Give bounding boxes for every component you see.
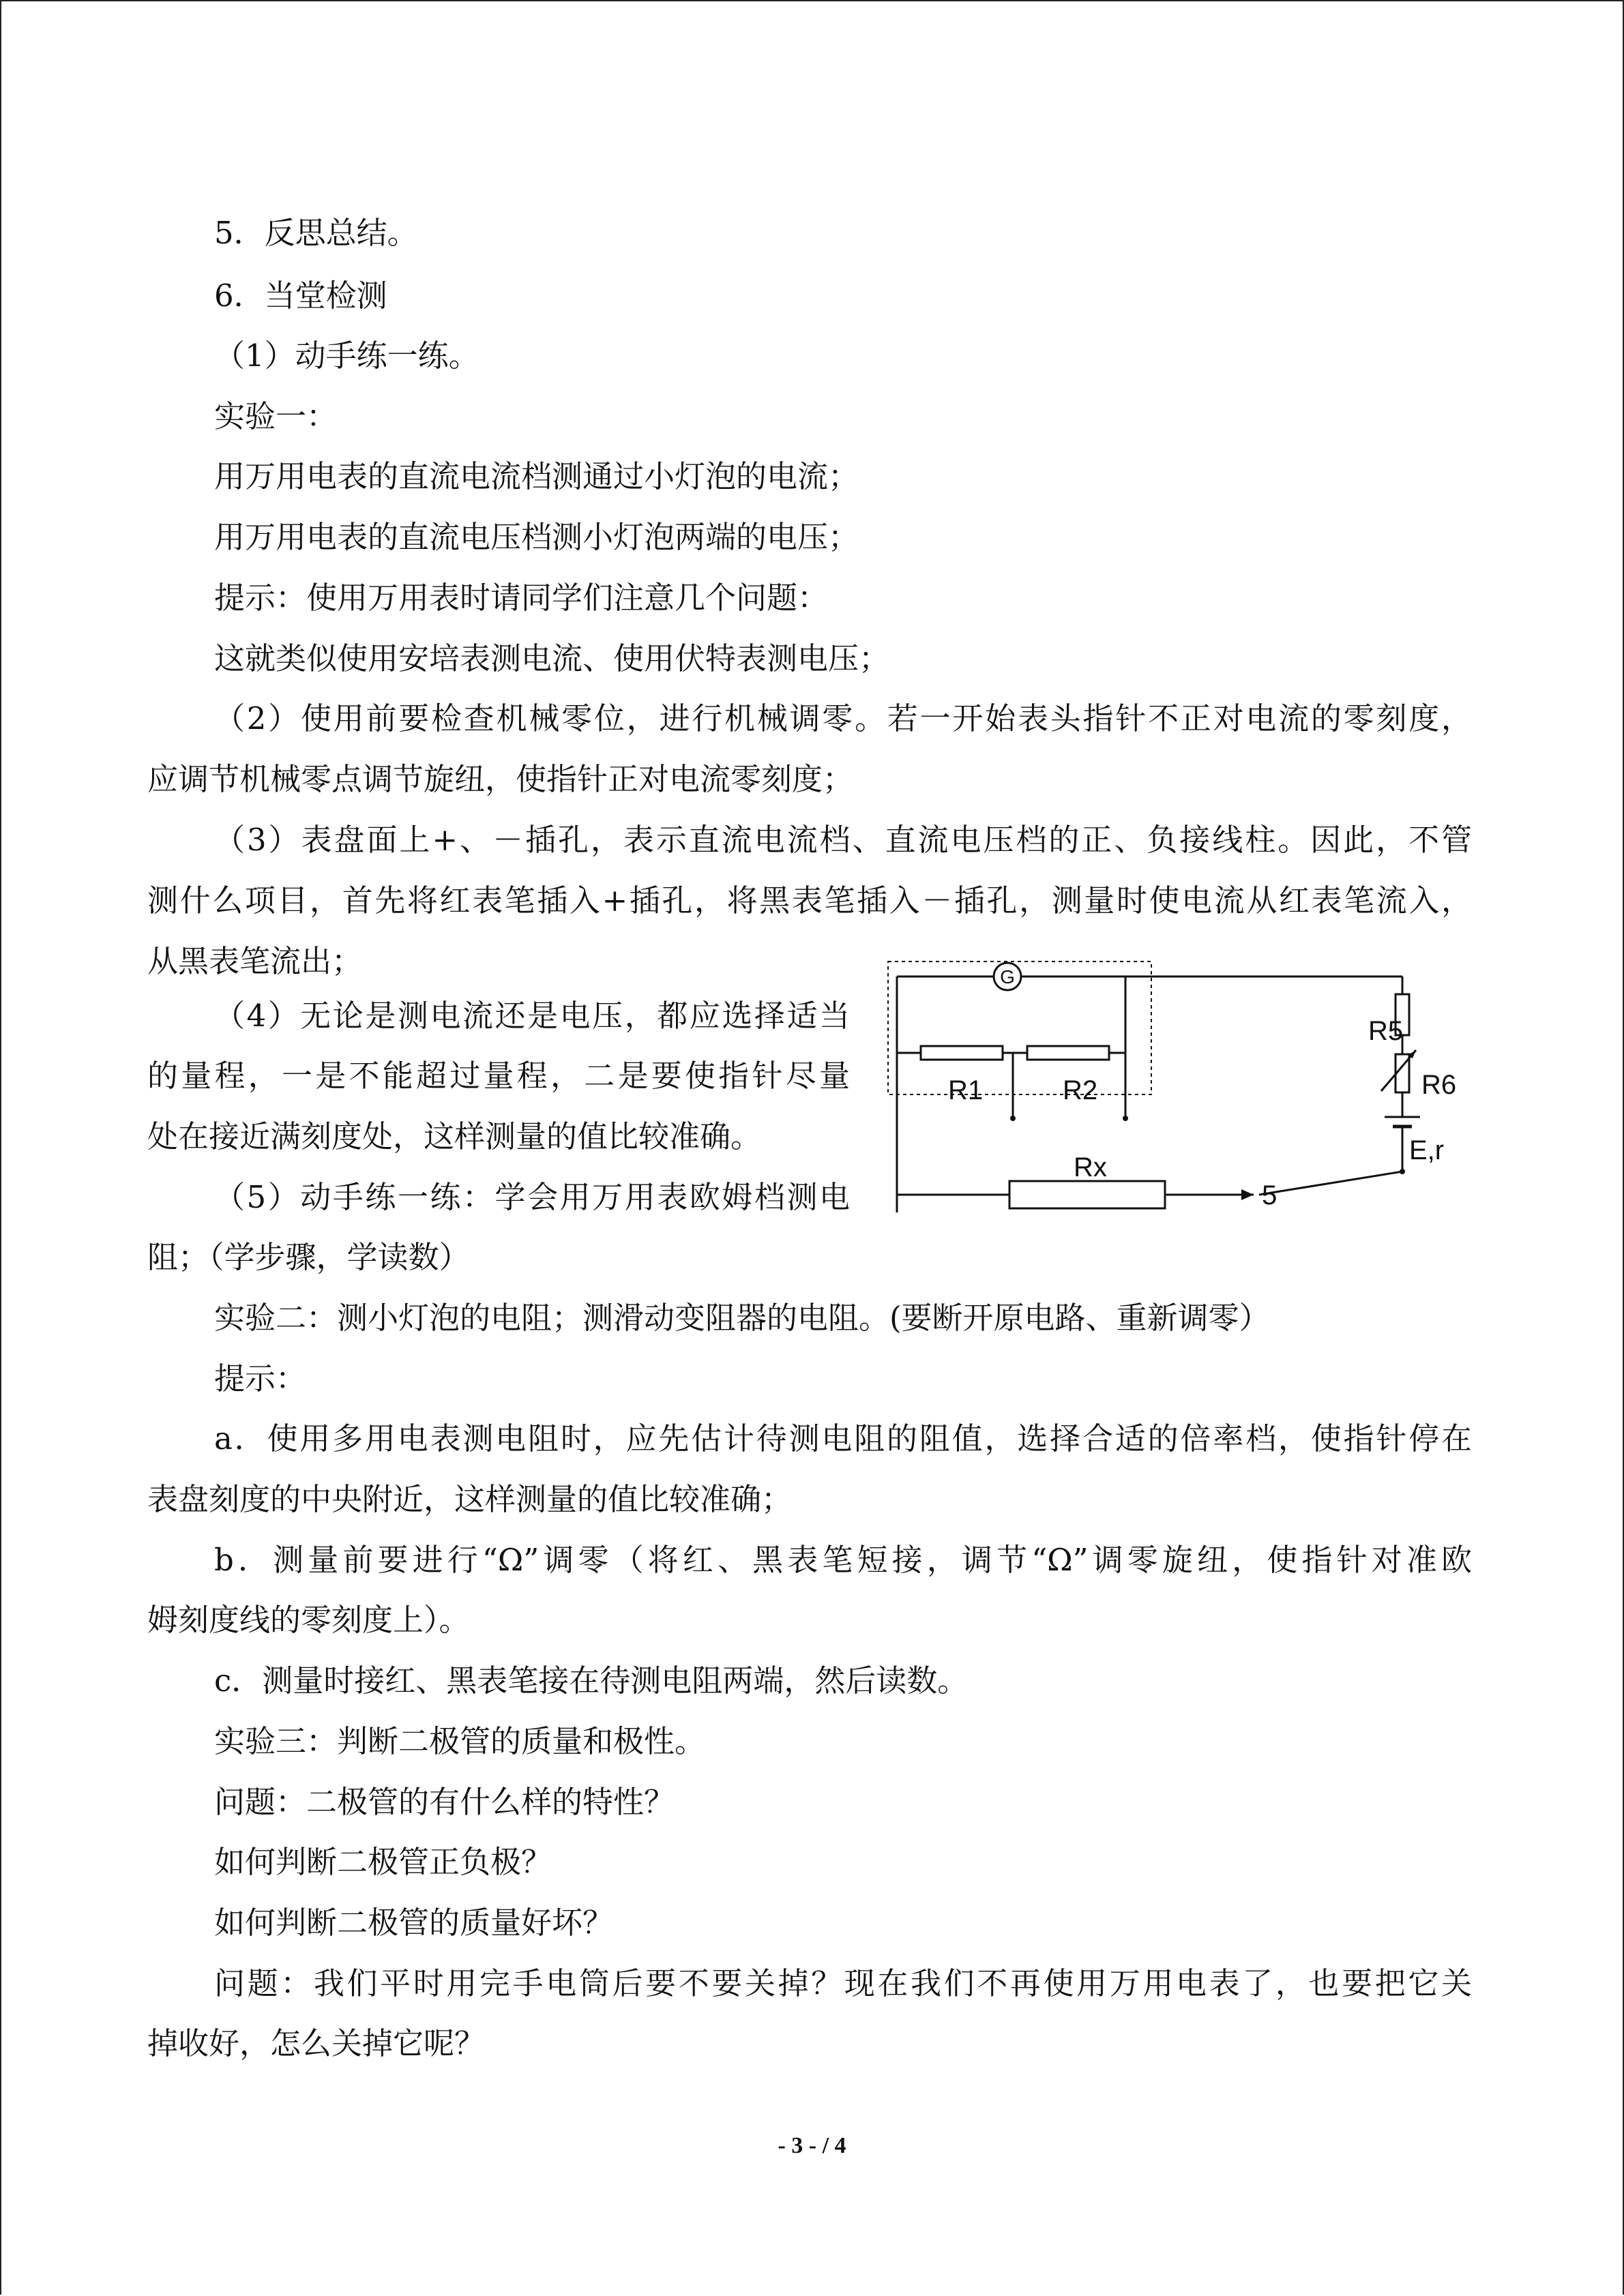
line-hint-2: 提示： xyxy=(214,1360,307,1397)
line-tip-c: c．测量时接红、黑表笔接在待测电阻两端，然后读数。 xyxy=(214,1663,969,1699)
line-tip-a1: a．使用多用电表测电阻时，应先估计待测电阻的阻值，选择合适的倍率档，使指针停在 xyxy=(214,1420,1472,1457)
line-dc-voltage: 用万用电表的直流电压档测小灯泡两端的电压； xyxy=(214,519,859,555)
line-analogy: 这就类似使用安培表测电流、使用伏特表测电压； xyxy=(214,640,890,676)
r2-label: R2 xyxy=(1063,1075,1098,1105)
line-item-2a: （2）使用前要检查机械零位，进行机械调零。若一开始表头指针不正对电流的零刻度， xyxy=(214,700,1472,736)
switch-arrow xyxy=(1241,1189,1254,1200)
line-question-2: 如何判断二极管正负极？ xyxy=(214,1844,552,1880)
r1-resistor xyxy=(921,1046,1003,1060)
line-item-2b: 应调节机械零点调节旋纽，使指针正对电流零刻度； xyxy=(147,761,854,797)
line-tip-a2: 表盘刻度的中央附近，这样测量的值比较准确； xyxy=(147,1481,793,1517)
line-question-4b: 掉收好，怎么关掉它呢？ xyxy=(147,2025,486,2061)
rx-resistor xyxy=(1009,1181,1165,1208)
rx-label: Rx xyxy=(1074,1152,1107,1182)
r6-label: R6 xyxy=(1421,1070,1457,1100)
line-item-5b: 阻；（学步骤，学读数） xyxy=(147,1239,470,1275)
line-item-4a: （4）无论是测电流还是电压，都应选择适当 xyxy=(214,998,850,1034)
galvanometer-label: G xyxy=(1000,966,1015,987)
line-item-3b: 测什么项目，首先将红表笔插入+插孔，将黑表笔插入－插孔，测量时使电流从红表笔流入， xyxy=(147,882,1472,919)
line-hands-on: （1）动手练一练。 xyxy=(214,338,479,374)
line-experiment-three: 实验三：判断二极管的质量和极性。 xyxy=(214,1723,706,1759)
line-class-test: 6．当堂检测 xyxy=(214,278,387,314)
line-question-1: 问题：二极管的有什么样的特性？ xyxy=(214,1784,675,1820)
line-experiment-two: 实验二：测小灯泡的电阻；测滑动变阻器的电阻。(要断开原电路、重新调零） xyxy=(214,1300,1270,1336)
circuit-diagram xyxy=(880,955,1494,1227)
line-tip-b2: 姆刻度线的零刻度上）。 xyxy=(147,1602,470,1638)
line-tip-b1: b．测量前要进行“Ω”调零（将红、黑表笔短接，调节“Ω”调零旋纽，使指针对准欧 xyxy=(214,1542,1472,1578)
r1-label: R1 xyxy=(948,1075,984,1105)
r5-label: R5 xyxy=(1368,1016,1404,1046)
line-question-3: 如何判断二极管的质量好坏？ xyxy=(214,1905,614,1941)
line-experiment-one: 实验一： xyxy=(214,398,338,434)
line-item-3a: （3）表盘面上+、－插孔，表示直流电流档、直流电压档的正、负接线柱。因此，不管 xyxy=(214,822,1472,858)
battery-label: E,r xyxy=(1409,1135,1445,1165)
r2-resistor xyxy=(1027,1046,1109,1060)
line-item-4c: 处在接近满刻度处，这样测量的值比较准确。 xyxy=(147,1118,762,1154)
line-question-4a: 问题：我们平时用完手电筒后要不要关掉？现在我们不再使用万用电表了，也要把它关 xyxy=(214,1965,1472,2001)
line-item-5a: （5）动手练一练：学会用万用表欧姆档测电 xyxy=(214,1179,850,1215)
probe-terminal-2 xyxy=(1123,1116,1128,1121)
page-number: - 3 - / 4 xyxy=(778,2133,846,2158)
probe-terminal-1 xyxy=(1010,1116,1016,1121)
line-item-3c: 从黑表笔流出； xyxy=(147,943,363,979)
line-dc-current: 用万用电表的直流电流档测通过小灯泡的电流； xyxy=(214,458,859,494)
switch-pivot xyxy=(1400,1169,1405,1174)
line-reflection-summary: 5．反思总结。 xyxy=(214,215,418,251)
line-hint: 提示：使用万用表时请同学们注意几个问题： xyxy=(214,580,829,616)
line-item-4b: 的量程，一是不能超过量程，二是要使指针尽量 xyxy=(147,1058,850,1094)
switch-label: 5 xyxy=(1262,1180,1278,1210)
